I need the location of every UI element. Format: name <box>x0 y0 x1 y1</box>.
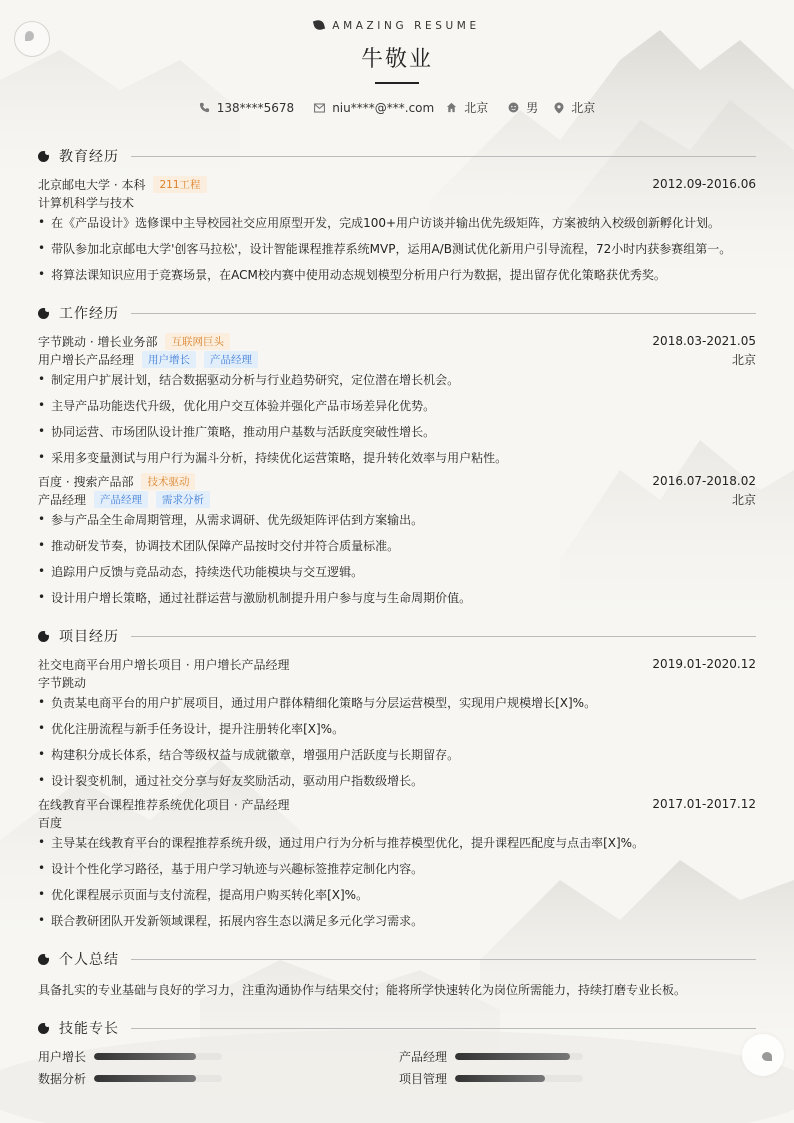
mail-icon <box>314 103 325 113</box>
project-date: 2017.01-2017.12 <box>652 797 756 811</box>
company-name: 字节跳动 · 增长业务部 <box>38 334 158 349</box>
home-icon <box>446 102 457 113</box>
gender-text: 男 <box>526 101 539 115</box>
list-item: • 推动研发节奏，协调技术团队保障产品按时交付并符合质量标准。 <box>38 537 756 553</box>
list-item: • 负责某电商平台的用户扩展项目，通过用户群体精细化策略与分层运营模型，实现用户规模增长[X]%。 <box>38 694 756 710</box>
list-item: • 设计裂变机制，通过社交分享与好友奖励活动，驱动用户指数级增长。 <box>38 772 756 788</box>
section-skills-header <box>38 1018 756 1038</box>
project-name: 社交电商平台用户增长项目 · 用户增长产品经理 <box>38 657 290 672</box>
job-role: 用户增长产品经理 <box>38 352 135 367</box>
project-org-row <box>38 674 756 690</box>
skill-item <box>38 1048 222 1064</box>
skill-label: 用户增长 <box>38 1049 87 1064</box>
project-org: 字节跳动 <box>38 675 87 690</box>
skill-level-bar <box>455 1075 583 1082</box>
job-role-row <box>38 491 756 507</box>
list-item: • 主导产品功能迭代升级，优化用户交互体验并强化产品市场差异化优势。 <box>38 397 756 413</box>
company-name: 百度 · 搜索产品部 <box>38 474 134 489</box>
role-tag: 产品经理 <box>94 491 148 508</box>
project-org-row <box>38 814 756 830</box>
list-item: • 联合教研团队开发新领域课程，拓展内容生态以满足多元化学习需求。 <box>38 912 756 928</box>
role-tag: 需求分析 <box>156 491 210 508</box>
project-name: 在线教育平台课程推荐系统优化项目 · 产品经理 <box>38 797 290 812</box>
list-item: • 将算法课知识应用于竞赛场景，在ACM校内赛中使用动态规划模型分析用户行为数据，提出留存优化策略获优秀奖。 <box>38 266 756 282</box>
skill-level-bar <box>94 1075 222 1082</box>
skill-level-fill <box>94 1075 196 1082</box>
section-divider <box>131 1028 756 1029</box>
list-item: • 设计用户增长策略，通过社群运营与激励机制提升用户参与度与生命周期价值。 <box>38 589 756 605</box>
job-city: 北京 <box>731 352 756 367</box>
company-tag: 技术驱动 <box>141 473 195 490</box>
job-role: 产品经理 <box>38 492 87 507</box>
skill-label: 产品经理 <box>399 1049 448 1064</box>
education-major-row <box>38 194 756 210</box>
skill-item <box>38 1070 222 1086</box>
home-text: 北京 <box>464 101 489 115</box>
section-title: 教育经历 <box>59 149 119 165</box>
section-bullet-icon <box>38 308 49 319</box>
project-date: 2019.01-2020.12 <box>652 657 756 671</box>
education-school-row <box>38 176 756 192</box>
section-title: 项目经历 <box>59 629 119 645</box>
job-role-row <box>38 351 756 367</box>
skill-level-bar <box>94 1053 222 1060</box>
leaf-icon <box>313 19 325 31</box>
skill-level-bar <box>455 1053 583 1060</box>
major-name: 计算机科学与技术 <box>38 195 135 210</box>
company-tag: 互联网巨头 <box>165 333 230 350</box>
email-text: niu****@***.com <box>332 100 435 115</box>
section-bullet-icon <box>38 151 49 162</box>
list-item: • 构建积分成长体系，结合等级权益与成就徽章，增强用户活跃度与长期留存。 <box>38 746 756 762</box>
list-item: • 优化注册流程与新手任务设计，提升注册转化率[X]%。 <box>38 720 756 736</box>
section-bullet-icon <box>38 631 49 642</box>
project-org: 百度 <box>38 815 63 830</box>
section-title: 工作经历 <box>59 306 119 322</box>
section-education-header <box>38 146 756 166</box>
skill-item <box>399 1070 583 1086</box>
location-pin-icon <box>554 102 564 114</box>
contact-bar <box>0 99 794 116</box>
skill-item <box>399 1048 583 1064</box>
section-divider <box>131 313 756 314</box>
list-item: • 参与产品全生命周期管理，从需求调研、优先级矩阵评估到方案输出。 <box>38 511 756 527</box>
candidate-name: 牛敬业 <box>360 47 433 72</box>
section-projects-header <box>38 626 756 646</box>
section-divider <box>131 156 756 157</box>
phone-icon <box>199 102 210 113</box>
project-name-row <box>38 796 756 812</box>
skill-level-fill <box>94 1053 196 1060</box>
list-item: • 优化课程展示页面与支付流程，提高用户购买转化率[X]%。 <box>38 886 756 902</box>
list-item: • 带队参加北京邮电大学'创客马拉松'，设计智能课程推荐系统MVP，运用A/B测试优化新用户引导流程，72小时内获参赛组第一。 <box>38 240 756 256</box>
section-divider <box>131 959 756 960</box>
contact-home <box>446 99 488 116</box>
role-tag: 用户增长 <box>142 351 196 368</box>
section-work-header <box>38 303 756 323</box>
phone-text: 138****5678 <box>216 100 295 115</box>
school-name: 北京邮电大学 · 本科 <box>38 177 146 192</box>
skill-label: 数据分析 <box>38 1071 87 1086</box>
list-item: • 采用多变量测试与用户行为漏斗分析，持续优化运营策略，提升转化效率与用户粘性。 <box>38 449 756 465</box>
project-name-row <box>38 656 756 672</box>
section-bullet-icon <box>38 1023 49 1034</box>
section-divider <box>131 636 756 637</box>
skill-level-fill <box>455 1075 545 1082</box>
job-company-row <box>38 333 756 349</box>
skill-label: 项目管理 <box>399 1071 448 1086</box>
job-city: 北京 <box>731 492 756 507</box>
brand-text: AMAZING RESUME <box>332 20 480 32</box>
location-text: 北京 <box>571 101 596 115</box>
contact-phone <box>199 99 294 116</box>
job-company-row <box>38 473 756 489</box>
contact-gender <box>508 99 538 116</box>
face-icon <box>508 102 519 113</box>
brand-line <box>0 20 794 32</box>
section-title: 个人总结 <box>59 952 119 968</box>
role-tag: 产品经理 <box>204 351 258 368</box>
section-summary-header <box>38 949 756 969</box>
job-date: 2016.07-2018.02 <box>652 474 756 488</box>
skill-level-fill <box>455 1053 570 1060</box>
section-title: 技能专长 <box>59 1021 119 1037</box>
list-item: • 主导某在线教育平台的课程推荐系统升级，通过用户行为分析与推荐模型优化，提升课程匹配度与点击率[X]%。 <box>38 834 756 850</box>
contact-email <box>314 99 434 116</box>
section-bullet-icon <box>38 954 49 965</box>
list-item: • 制定用户扩展计划，结合数据驱动分析与行业趋势研究，定位潜在增长机会。 <box>38 371 756 387</box>
school-tag: 211工程 <box>153 176 206 193</box>
list-item: • 协同运营、市场团队设计推广策略，推动用户基数与活跃度突破性增长。 <box>38 423 756 439</box>
education-date: 2012.09-2016.06 <box>652 177 756 191</box>
corner-leaf-decoration <box>742 1034 784 1076</box>
list-item: • 在《产品设计》选修课中主导校园社交应用原型开发，完成100+用户访谈并输出优先级矩阵，方案被纳入校级创新孵化计划。 <box>38 214 756 230</box>
contact-location <box>554 99 595 116</box>
job-date: 2018.03-2021.05 <box>652 334 756 348</box>
list-item: • 追踪用户反馈与竞品动态，持续迭代功能模块与交互逻辑。 <box>38 563 756 579</box>
name-divider <box>375 82 419 84</box>
summary-text: 具备扎实的专业基础与良好的学习力，注重沟通协作与结果交付；能将所学快速转化为岗位所需能力，持续打磨专业长板。 <box>38 983 687 997</box>
list-item: • 设计个性化学习路径，基于用户学习轨迹与兴趣标签推荐定制化内容。 <box>38 860 756 876</box>
